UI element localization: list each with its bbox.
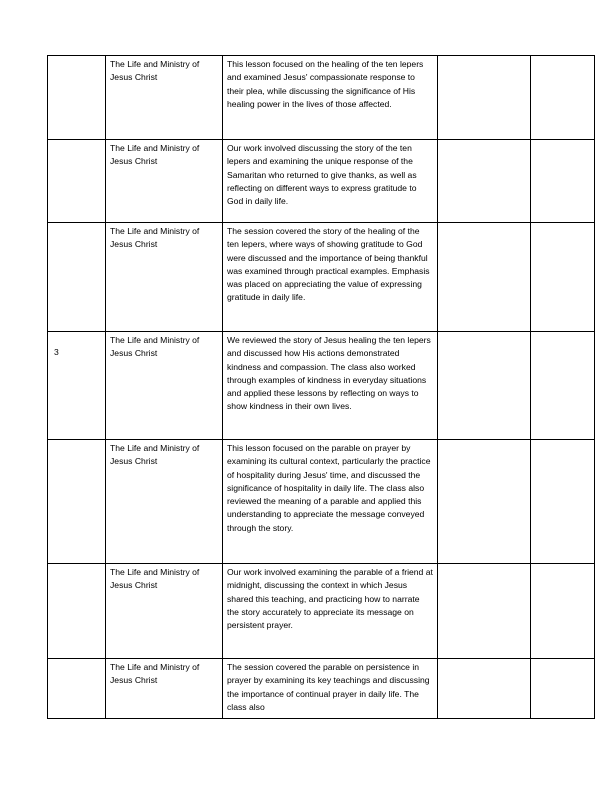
empty-cell [531, 56, 595, 140]
week-cell: 3 [48, 332, 106, 440]
topic-cell: The Life and Ministry of Jesus Christ [106, 140, 223, 223]
table-row [48, 332, 595, 440]
table-row [48, 440, 595, 564]
week-cell [48, 223, 106, 332]
description-cell: This lesson focused on the healing of the ten lepers and examined Jesus' compassionate response to their plea, while discussing the significance of His healing power in the lives of those affected. [223, 56, 438, 140]
table-row [48, 56, 595, 140]
empty-cell [438, 56, 531, 140]
empty-cell [438, 440, 531, 564]
empty-cell [438, 564, 531, 659]
week-cell [48, 440, 106, 564]
topic-cell: The Life and Ministry of Jesus Christ [106, 223, 223, 332]
table-row [48, 659, 595, 719]
table-row [48, 223, 595, 332]
empty-cell [531, 659, 595, 719]
description-cell: Our work involved discussing the story of the ten lepers and examining the unique response of the Samaritan who returned to give thanks, as well as reflecting on different ways to express gratitude to God in daily life. [223, 140, 438, 223]
week-cell [48, 56, 106, 140]
topic-cell: The Life and Ministry of Jesus Christ [106, 56, 223, 140]
week-cell [48, 140, 106, 223]
empty-cell [531, 440, 595, 564]
week-cell [48, 564, 106, 659]
table-row [48, 564, 595, 659]
topic-cell: The Life and Ministry of Jesus Christ [106, 440, 223, 564]
empty-cell [531, 564, 595, 659]
lesson-table [47, 55, 595, 719]
table-row [48, 140, 595, 223]
description-cell: The session covered the story of the healing of the ten lepers, where ways of showing gratitude to God were discussed and the importance of being thankful was examined through practical examples. Emphasis was placed on appreciating the value of expressing gratitude in daily life. [223, 223, 438, 332]
topic-cell: The Life and Ministry of Jesus Christ [106, 332, 223, 440]
topic-cell: The Life and Ministry of Jesus Christ [106, 564, 223, 659]
week-cell [48, 659, 106, 719]
empty-cell [438, 140, 531, 223]
description-cell: The session covered the parable on persistence in prayer by examining its key teachings and discussing the importance of continual prayer in daily life. The class also [223, 659, 438, 719]
empty-cell [531, 223, 595, 332]
description-cell: Our work involved examining the parable of a friend at midnight, discussing the context in which Jesus shared this teaching, and practicing how to narrate the story accurately to appreciate its message on persistent prayer. [223, 564, 438, 659]
empty-cell [438, 223, 531, 332]
description-cell: This lesson focused on the parable on prayer by examining its cultural context, particularly the practice of hospitality during Jesus' time, and discussed the significance of hospitality in daily life. The class also reviewed the meaning of a parable and applied this understanding to appreciate the message conveyed through the story. [223, 440, 438, 564]
empty-cell [531, 332, 595, 440]
empty-cell [438, 332, 531, 440]
empty-cell [531, 140, 595, 223]
empty-cell [438, 659, 531, 719]
description-cell: We reviewed the story of Jesus healing the ten lepers and discussed how His actions demonstrated kindness and compassion. The class also worked through examples of kindness in everyday situations and applied these lessons by reflecting on ways to show kindness in their own lives. [223, 332, 438, 440]
topic-cell: The Life and Ministry of Jesus Christ [106, 659, 223, 719]
